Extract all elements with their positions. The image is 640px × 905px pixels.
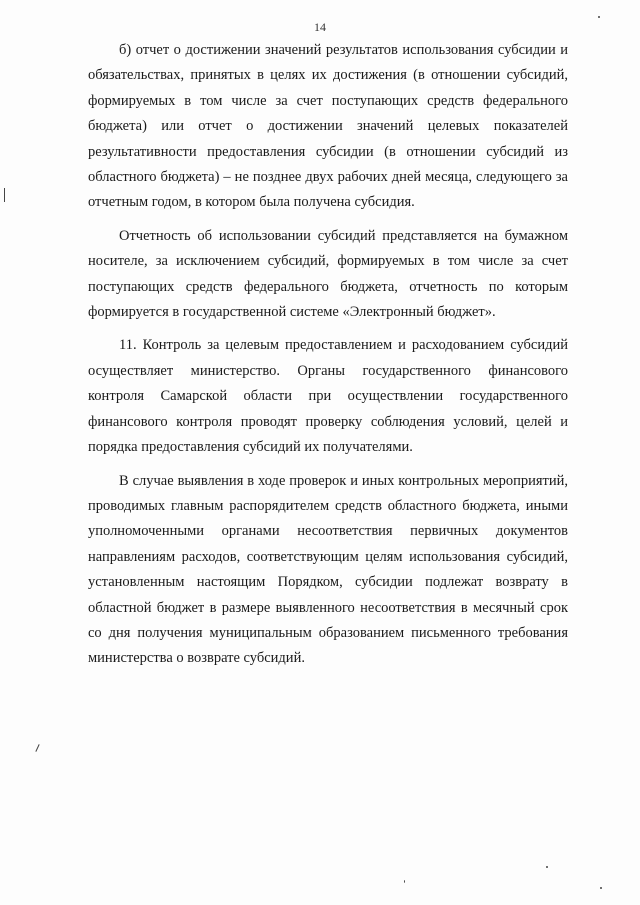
scan-speck	[35, 744, 39, 752]
scan-speck	[546, 866, 548, 868]
paragraph-reporting-format: Отчетность об использовании субсидий представляется на бумажном носителе, за исключением субсидий, формируемых в том числе за счет поступающих средств федерального бюджета, отчетность по которым формируется в государственной системе «Электронный бюджет».	[88, 227, 568, 321]
paragraph-refund: В случае выявления в ходе проверок и иных контрольных мероприятий, проводимых главным распорядителем средств областного бюджета, иными уполномоченными органами несоответствия первичных документов направлениям расходов, соответствующим целям использования субсидий, установленным настоящим Порядком, субсидии подлежат возврату в областной бюджет в размере выявленного несоответствия в месячный срок со дня получения муниципальным образованием письменного требования министерства о возврате субсидий.	[88, 472, 568, 667]
scan-speck	[404, 880, 405, 883]
scan-speck	[598, 16, 600, 18]
scan-speck	[4, 188, 5, 202]
page-number: 14	[314, 20, 326, 34]
paragraph-control: 11. Контроль за целевым предоставлением и расходованием субсидий осуществляет министерство. Органы государственного финансового контроля Самарской области при осуществлении государственного финансового контроля проводят проверку соблюдения условий, целей и порядка предоставления субсидий их получателями.	[88, 337, 568, 456]
scan-speck	[600, 887, 602, 889]
paragraph-report-deadline: б) отчет о достижении значений результатов использования субсидии и обязательствах, принятых в целях их достижения (в отношении субсидий, формируемых в том числе за счет поступающих средств федерального бюджета) или отчет о достижении значений целевых показателей результативности предоставления субсидии (в отношении субсидий из областного бюджета) – не позднее двух рабочих дней месяца, следующего за отчетным годом, в котором была получена субсидия.	[88, 42, 568, 211]
document-body	[88, 38, 568, 680]
